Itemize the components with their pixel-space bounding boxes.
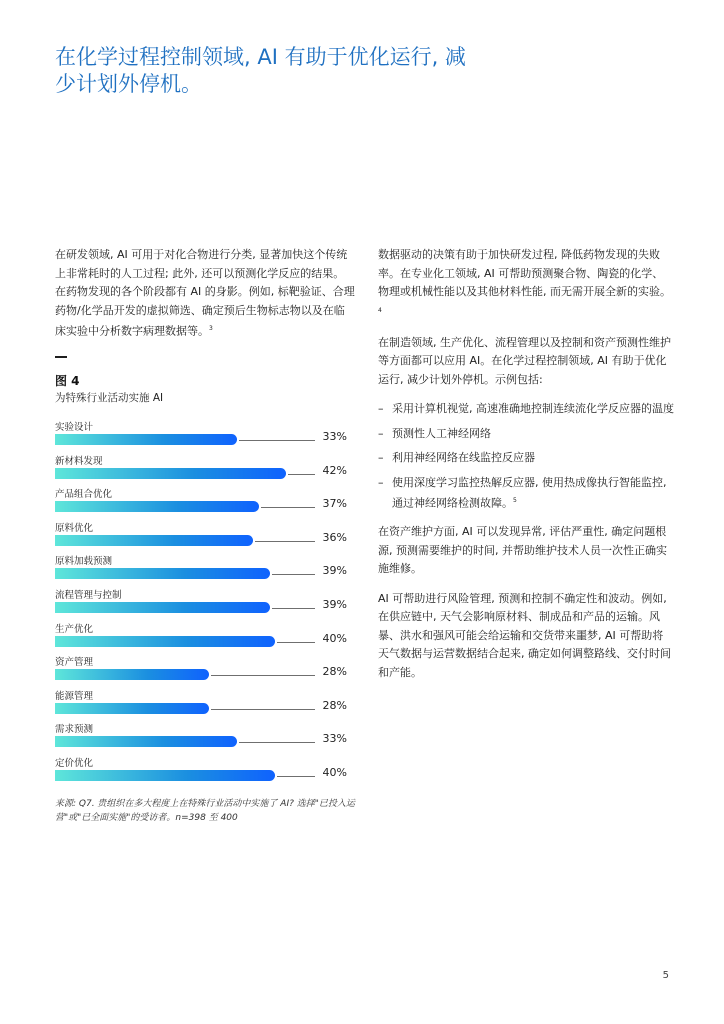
bar-category-label: 原料优化 xyxy=(55,522,94,534)
figure-subtitle: 为特殊行业活动实施 AI xyxy=(55,392,164,404)
page-headline: 在化学过程控制领域, AI 有助于优化运行, 减少计划外停机。 xyxy=(55,45,466,96)
bar xyxy=(55,535,253,546)
bar-track xyxy=(55,636,355,647)
paragraph-manufacturing: 在制造领域, 生产优化、流程管理以及控制和资产预测性维护等方面都可以应用 AI。在化学过程控制领域, AI 有助于优化运行, 减少计划外停机。示例包括: xyxy=(378,335,671,386)
bar-category-label: 定价优化 xyxy=(55,758,94,769)
bar-category-label: 产品组合优化 xyxy=(55,489,113,501)
bar-value-label: 40% xyxy=(322,766,347,779)
bar-track xyxy=(55,736,355,747)
bar-track xyxy=(55,770,355,781)
bar-row xyxy=(55,651,355,685)
bar-track xyxy=(55,535,355,546)
bar xyxy=(55,636,275,647)
bar-value-label: 39% xyxy=(322,598,347,611)
bar xyxy=(55,736,237,747)
dash-marker: – xyxy=(378,451,384,465)
list-item xyxy=(378,425,674,444)
list-item xyxy=(378,449,674,468)
bar-row xyxy=(55,584,355,618)
bar-category-label: 实验设计 xyxy=(55,422,94,433)
bar-row xyxy=(55,517,355,551)
footnote-ref: 4 xyxy=(378,306,382,314)
list-item xyxy=(378,400,674,419)
bar-leader-line xyxy=(211,709,315,710)
bar-category-label: 需求预测 xyxy=(55,724,94,736)
paragraph-asset-maintenance: 在资产维护方面, AI 可以发现异常, 评估严重性, 确定问题根源, 预测需要维护的时间, 并帮助维护技术人员一次性正确实施维修。 xyxy=(378,525,667,576)
source-note: 来源: Q7. 贵组织在多大程度上在特殊行业活动中实施了 AI? 选择"已投入运营"或"已全面实施"的受访者。n=398 至 400 xyxy=(55,799,355,823)
bar xyxy=(55,703,209,714)
bar-row xyxy=(55,718,355,752)
paragraph-rd-decisions xyxy=(378,246,674,323)
bar-track xyxy=(55,568,355,579)
bar-track xyxy=(55,669,355,680)
bar-track xyxy=(55,602,355,613)
bar-value-label: 33% xyxy=(322,430,347,443)
bar-row xyxy=(55,416,355,450)
bar-category-label: 原料加载预测 xyxy=(55,556,113,568)
figure-divider xyxy=(55,356,67,358)
bar-track xyxy=(55,434,355,445)
bar-track xyxy=(55,501,355,512)
figure-title: 图 4 xyxy=(55,374,80,388)
right-column xyxy=(378,246,674,693)
bar xyxy=(55,669,209,680)
intro-text: 在研发领域, AI 可用于对化合物进行分类, 显著加快这个传统上非常耗时的人工过程; 此外, 还可以预测化学反应的结果。在药物发现的各个阶段都有 AI 的身影。例如, 标靶验证、合理药物/化学品开发的虚拟筛选、确定预后生物标志物以及在临床实验中分析数字病理数据等。 xyxy=(55,248,355,338)
bar-track xyxy=(55,468,355,479)
dash-marker: – xyxy=(378,402,384,416)
bar-leader-line xyxy=(272,574,316,575)
bar-row xyxy=(55,685,355,719)
bar-row xyxy=(55,483,355,517)
bar-leader-line xyxy=(255,541,315,542)
bar-category-label: 资产管理 xyxy=(55,657,94,669)
footnote-ref: 3 xyxy=(209,325,213,332)
paragraph-risk-management: AI 可帮助进行风险管理, 预测和控制不确定性和波动。例如, 在供应链中, 天气会影响原材料、制成品和产品的运输。风暴、洪水和强风可能会给运输和交货带来噩梦, AI 可帮助将天气数据与运营数据结合起来, 确定如何调整路线、交付时间和产能。 xyxy=(378,591,671,679)
intro-paragraph xyxy=(55,246,355,341)
bar-leader-line xyxy=(239,440,316,441)
page-number: 5 xyxy=(662,970,669,981)
bar-value-label: 37% xyxy=(322,497,347,511)
bar-value-label: 33% xyxy=(322,732,347,746)
bar-leader-line xyxy=(288,474,315,475)
bar-category-label: 新材料发现 xyxy=(55,455,103,467)
bar-row xyxy=(55,618,355,652)
examples-list xyxy=(378,400,674,513)
bar-category-label: 能源管理 xyxy=(55,690,94,702)
bar-value-label: 40% xyxy=(322,631,347,645)
bar-row xyxy=(55,752,355,786)
list-item-text: 使用深度学习监控热解反应器, 使用热成像执行智能监控, 通过神经网络检测故障。 xyxy=(392,475,667,510)
bar-leader-line xyxy=(277,642,315,643)
bar xyxy=(55,468,286,479)
bar-value-label: 39% xyxy=(322,564,347,578)
bar-value-label: 42% xyxy=(322,463,347,477)
list-item-text: 预测性人工神经网络 xyxy=(392,426,491,440)
bar-value-label: 36% xyxy=(322,530,347,544)
bar xyxy=(55,434,237,445)
bar xyxy=(55,770,275,781)
bar-leader-line xyxy=(277,776,315,777)
bar-value-label: 28% xyxy=(322,698,347,712)
dash-marker: – xyxy=(378,475,384,489)
footnote-ref: 5 xyxy=(513,497,517,505)
bar xyxy=(55,602,270,613)
bar-chart xyxy=(55,416,355,794)
dash-marker: – xyxy=(378,426,384,440)
list-item-text: 利用神经网络在线监控反应器 xyxy=(392,451,535,465)
bar-leader-line xyxy=(272,608,316,609)
bar-row xyxy=(55,450,355,484)
paragraph-text: 数据驱动的决策有助于加快研发过程, 降低药物发现的失败率。在专业化工领域, AI 可帮助预测聚合物、陶瓷的化学、物理或机械性能以及其他材料性能, 而无需开展全新的实验。 xyxy=(378,248,671,298)
bar-leader-line xyxy=(239,742,316,743)
list-item xyxy=(378,474,674,514)
bar-category-label: 生产优化 xyxy=(55,623,94,635)
bar-track xyxy=(55,703,355,714)
bar-category-label: 流程管理与控制 xyxy=(55,590,122,601)
bar xyxy=(55,501,259,512)
bar xyxy=(55,568,270,579)
bar-leader-line xyxy=(261,507,316,508)
bar-value-label: 28% xyxy=(322,665,347,679)
list-item-text: 采用计算机视觉, 高速准确地控制连续流化学反应器的温度 xyxy=(392,402,674,416)
bar-leader-line xyxy=(211,675,315,676)
bar-row xyxy=(55,550,355,584)
